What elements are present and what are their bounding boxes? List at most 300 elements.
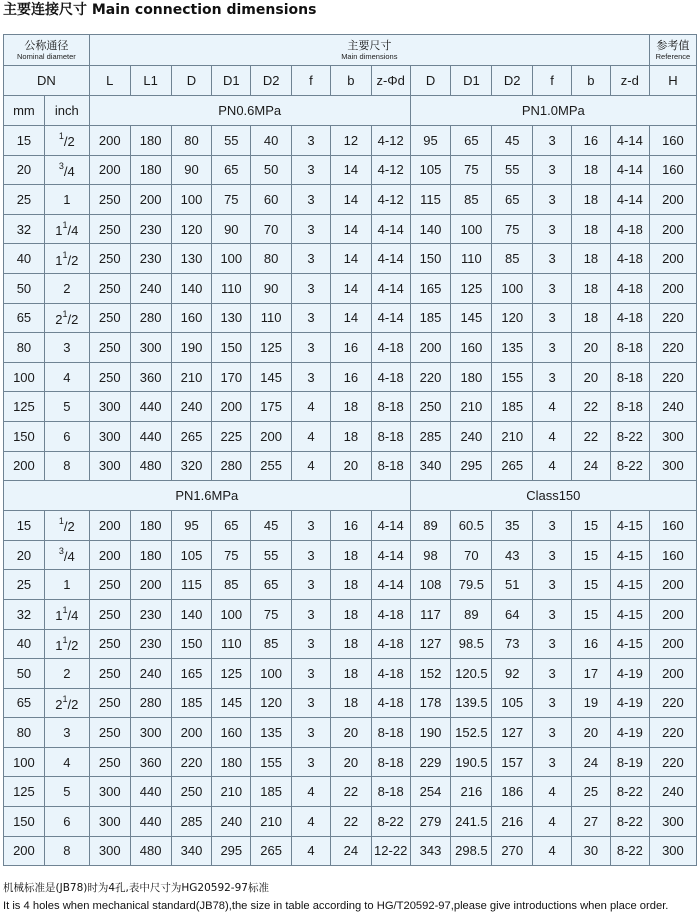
- inch-denominator: 4: [67, 163, 75, 179]
- inch-whole: 8: [63, 843, 71, 859]
- value-cell: 150: [212, 333, 251, 363]
- value-cell: 105: [171, 540, 212, 570]
- value-cell: 190: [171, 333, 212, 363]
- value-cell: 4: [292, 777, 331, 807]
- column-header: D: [171, 66, 212, 96]
- dimensions-table: [3, 34, 697, 866]
- value-cell: 16: [330, 362, 371, 392]
- value-cell: 285: [410, 421, 451, 451]
- value-cell: 300: [130, 718, 171, 748]
- value-cell: 145: [212, 688, 251, 718]
- value-cell: 8-22: [610, 777, 649, 807]
- value-cell: 250: [171, 777, 212, 807]
- reference-en: Reference: [655, 51, 691, 61]
- table-row: [4, 126, 697, 156]
- value-cell: 127: [492, 718, 533, 748]
- value-cell: 3: [292, 599, 331, 629]
- value-cell: 170: [212, 362, 251, 392]
- mm-cell: 15: [4, 126, 45, 156]
- value-cell: 16: [330, 333, 371, 363]
- table-row: [4, 747, 697, 777]
- fraction-slash: /: [67, 311, 72, 327]
- value-cell: 210: [171, 362, 212, 392]
- value-cell: 18: [572, 155, 611, 185]
- value-cell: 155: [492, 362, 533, 392]
- pressure-class-label: PN1.6MPa: [4, 481, 411, 511]
- reference-h-cell: 240: [649, 777, 696, 807]
- value-cell: 200: [89, 511, 130, 541]
- value-cell: 4-18: [371, 629, 410, 659]
- value-cell: 120: [251, 688, 292, 718]
- value-cell: 250: [89, 659, 130, 689]
- inch-denominator: 4: [71, 608, 79, 624]
- inch-whole: 1: [55, 608, 63, 624]
- value-cell: 4-18: [371, 333, 410, 363]
- footer-note-cn: 机械标准是(JB78)时为4孔,表中尺寸为HG20592-97标准: [3, 882, 269, 894]
- value-cell: 300: [89, 451, 130, 481]
- value-cell: 125: [451, 273, 492, 303]
- value-cell: 17: [572, 659, 611, 689]
- mm-cell: 20: [4, 155, 45, 185]
- mm-cell: 150: [4, 421, 45, 451]
- value-cell: 229: [410, 747, 451, 777]
- value-cell: 95: [171, 511, 212, 541]
- value-cell: 3: [292, 659, 331, 689]
- value-cell: 3: [533, 155, 572, 185]
- footer-note-en: It is 4 holes when mechanical standard(JB78),the size in table according to HG/T20592-97,please give introductions when place order.: [3, 900, 669, 912]
- mm-cell: 100: [4, 747, 45, 777]
- value-cell: 220: [410, 362, 451, 392]
- value-cell: 14: [330, 185, 371, 215]
- value-cell: 18: [572, 244, 611, 274]
- value-cell: 8-18: [371, 777, 410, 807]
- value-cell: 180: [130, 540, 171, 570]
- value-cell: 115: [171, 570, 212, 600]
- value-cell: 4-14: [610, 126, 649, 156]
- value-cell: 4-14: [371, 244, 410, 274]
- inch-cell: [44, 570, 89, 600]
- value-cell: 4: [533, 421, 572, 451]
- mm-cell: 50: [4, 659, 45, 689]
- pressure-class-label: PN0.6MPa: [89, 96, 410, 126]
- value-cell: 200: [89, 540, 130, 570]
- inch-denominator: 2: [71, 252, 79, 268]
- value-cell: 8-18: [371, 421, 410, 451]
- value-cell: 340: [410, 451, 451, 481]
- value-cell: 200: [171, 718, 212, 748]
- value-cell: 85: [251, 629, 292, 659]
- value-cell: 18: [572, 273, 611, 303]
- value-cell: 4-18: [610, 273, 649, 303]
- reference-h-cell: 160: [649, 155, 696, 185]
- table-row: [4, 570, 697, 600]
- value-cell: 200: [89, 155, 130, 185]
- inch-numerator: 1: [62, 220, 68, 231]
- value-cell: 80: [171, 126, 212, 156]
- value-cell: 120: [171, 214, 212, 244]
- value-cell: 3: [533, 185, 572, 215]
- mm-cell: 40: [4, 629, 45, 659]
- value-cell: 4-18: [371, 659, 410, 689]
- value-cell: 145: [251, 362, 292, 392]
- inch-whole: 5: [63, 399, 71, 415]
- value-cell: 240: [130, 659, 171, 689]
- column-header: b: [572, 66, 611, 96]
- reference-h-cell: 200: [649, 185, 696, 215]
- value-cell: 15: [572, 599, 611, 629]
- inch-header: inch: [44, 96, 89, 126]
- value-cell: 152.5: [451, 718, 492, 748]
- value-cell: 360: [130, 747, 171, 777]
- value-cell: 85: [212, 570, 251, 600]
- table-row: [4, 392, 697, 422]
- table-row: [4, 688, 697, 718]
- value-cell: 3: [292, 126, 331, 156]
- value-cell: 240: [212, 807, 251, 837]
- value-cell: 216: [492, 807, 533, 837]
- mm-cell: 125: [4, 777, 45, 807]
- value-cell: 89: [451, 599, 492, 629]
- value-cell: 230: [130, 214, 171, 244]
- main-dimensions-header: [89, 35, 649, 66]
- value-cell: 165: [410, 273, 451, 303]
- value-cell: 18: [572, 303, 611, 333]
- value-cell: 100: [212, 244, 251, 274]
- value-cell: 4-18: [371, 362, 410, 392]
- column-header: D2: [251, 66, 292, 96]
- inch-whole: 2: [63, 665, 71, 681]
- value-cell: 4-14: [371, 540, 410, 570]
- value-cell: 85: [492, 244, 533, 274]
- column-header-h: H: [649, 66, 696, 96]
- inch-whole: 3: [63, 725, 71, 741]
- value-cell: 4-15: [610, 511, 649, 541]
- value-cell: 15: [572, 540, 611, 570]
- value-cell: 4: [533, 777, 572, 807]
- value-cell: 3: [533, 511, 572, 541]
- fraction-slash: /: [63, 549, 68, 565]
- mm-cell: 150: [4, 807, 45, 837]
- inch-cell: [44, 659, 89, 689]
- value-cell: 185: [492, 392, 533, 422]
- value-cell: 4-14: [371, 273, 410, 303]
- value-cell: 75: [492, 214, 533, 244]
- inch-cell: [44, 155, 89, 185]
- mm-cell: 65: [4, 688, 45, 718]
- value-cell: 250: [89, 688, 130, 718]
- value-cell: 20: [572, 333, 611, 363]
- value-cell: 15: [572, 511, 611, 541]
- mm-cell: 125: [4, 392, 45, 422]
- value-cell: 127: [410, 629, 451, 659]
- value-cell: 65: [451, 126, 492, 156]
- value-cell: 3: [533, 688, 572, 718]
- table-row: [4, 155, 697, 185]
- inch-cell: [44, 333, 89, 363]
- mm-cell: 80: [4, 718, 45, 748]
- value-cell: 90: [171, 155, 212, 185]
- value-cell: 130: [212, 303, 251, 333]
- value-cell: 25: [572, 777, 611, 807]
- table-row: [4, 273, 697, 303]
- value-cell: 210: [212, 777, 251, 807]
- nominal-diameter-en: Nominal diameter: [17, 51, 76, 61]
- value-cell: 3: [533, 244, 572, 274]
- value-cell: 65: [492, 185, 533, 215]
- value-cell: 3: [292, 185, 331, 215]
- inch-cell: [44, 599, 89, 629]
- value-cell: 225: [212, 421, 251, 451]
- value-cell: 19: [572, 688, 611, 718]
- mm-cell: 40: [4, 244, 45, 274]
- value-cell: 3: [533, 570, 572, 600]
- value-cell: 140: [171, 599, 212, 629]
- value-cell: 180: [130, 511, 171, 541]
- reference-h-cell: 220: [649, 362, 696, 392]
- value-cell: 200: [410, 333, 451, 363]
- value-cell: 4-12: [371, 126, 410, 156]
- value-cell: 3: [533, 273, 572, 303]
- inch-denominator: 2: [67, 519, 75, 535]
- value-cell: 185: [171, 688, 212, 718]
- inch-whole: 2: [63, 280, 71, 296]
- value-cell: 152: [410, 659, 451, 689]
- column-header: D2: [492, 66, 533, 96]
- column-header: f: [533, 66, 572, 96]
- value-cell: 22: [572, 392, 611, 422]
- inch-whole: 2: [55, 696, 63, 712]
- value-cell: 8-18: [610, 333, 649, 363]
- column-header: D1: [212, 66, 251, 96]
- value-cell: 150: [410, 244, 451, 274]
- value-cell: 200: [212, 392, 251, 422]
- value-cell: 4-15: [610, 629, 649, 659]
- value-cell: 79.5: [451, 570, 492, 600]
- inch-denominator: 4: [71, 223, 79, 239]
- value-cell: 210: [451, 392, 492, 422]
- value-cell: 75: [451, 155, 492, 185]
- fraction-slash: /: [63, 519, 68, 535]
- value-cell: 98.5: [451, 629, 492, 659]
- value-cell: 90: [212, 214, 251, 244]
- value-cell: 3: [533, 747, 572, 777]
- table-row: [4, 629, 697, 659]
- value-cell: 4-19: [610, 659, 649, 689]
- fraction-slash: /: [63, 163, 68, 179]
- mm-cell: 65: [4, 303, 45, 333]
- value-cell: 14: [330, 244, 371, 274]
- value-cell: 3: [533, 362, 572, 392]
- reference-h-cell: 220: [649, 718, 696, 748]
- inch-whole: 3: [63, 339, 71, 355]
- value-cell: 200: [130, 570, 171, 600]
- inch-cell: [44, 718, 89, 748]
- value-cell: 35: [492, 511, 533, 541]
- mm-cell: 50: [4, 273, 45, 303]
- inch-numerator: 1: [62, 308, 68, 319]
- value-cell: 8-22: [610, 451, 649, 481]
- value-cell: 16: [572, 126, 611, 156]
- value-cell: 240: [130, 273, 171, 303]
- value-cell: 18: [330, 599, 371, 629]
- value-cell: 18: [572, 214, 611, 244]
- value-cell: 8-18: [371, 392, 410, 422]
- value-cell: 4-14: [371, 303, 410, 333]
- value-cell: 3: [292, 540, 331, 570]
- value-cell: 255: [251, 451, 292, 481]
- value-cell: 4: [533, 807, 572, 837]
- value-cell: 265: [171, 421, 212, 451]
- fraction-slash: /: [67, 252, 72, 268]
- value-cell: 3: [533, 214, 572, 244]
- reference-cn: 参考值: [656, 38, 690, 52]
- column-header: D1: [451, 66, 492, 96]
- value-cell: 55: [212, 126, 251, 156]
- value-cell: 298.5: [451, 836, 492, 866]
- fraction-slash: /: [67, 223, 72, 239]
- value-cell: 40: [251, 126, 292, 156]
- value-cell: 98: [410, 540, 451, 570]
- value-cell: 130: [171, 244, 212, 274]
- value-cell: 125: [251, 333, 292, 363]
- value-cell: 250: [89, 747, 130, 777]
- value-cell: 295: [451, 451, 492, 481]
- reference-h-cell: 300: [649, 451, 696, 481]
- reference-h-cell: 200: [649, 599, 696, 629]
- inch-whole: 6: [63, 813, 71, 829]
- pressure-class-label: Class150: [410, 481, 696, 511]
- value-cell: 120.5: [451, 659, 492, 689]
- mm-cell: 25: [4, 185, 45, 215]
- inch-cell: [44, 214, 89, 244]
- value-cell: 4-18: [371, 688, 410, 718]
- value-cell: 3: [292, 303, 331, 333]
- value-cell: 265: [251, 836, 292, 866]
- value-cell: 200: [251, 421, 292, 451]
- table-row: [4, 511, 697, 541]
- nominal-diameter-cn: 公称通径: [24, 38, 69, 52]
- value-cell: 160: [451, 333, 492, 363]
- value-cell: 440: [130, 777, 171, 807]
- inch-cell: [44, 244, 89, 274]
- value-cell: 60: [251, 185, 292, 215]
- inch-denominator: 2: [71, 311, 79, 327]
- inch-whole: 5: [63, 784, 71, 800]
- value-cell: 105: [492, 688, 533, 718]
- main-dimensions-en: Main dimensions: [341, 51, 398, 61]
- value-cell: 300: [89, 421, 130, 451]
- reference-header: [649, 35, 696, 66]
- value-cell: 51: [492, 570, 533, 600]
- value-cell: 18: [330, 421, 371, 451]
- table-row: [4, 451, 697, 481]
- value-cell: 8-18: [610, 392, 649, 422]
- value-cell: 3: [292, 333, 331, 363]
- value-cell: 100: [492, 273, 533, 303]
- value-cell: 90: [251, 273, 292, 303]
- reference-h-cell: 160: [649, 126, 696, 156]
- value-cell: 3: [292, 747, 331, 777]
- table-row: [4, 599, 697, 629]
- value-cell: 180: [130, 126, 171, 156]
- value-cell: 3: [292, 718, 331, 748]
- inch-cell: [44, 807, 89, 837]
- value-cell: 135: [492, 333, 533, 363]
- value-cell: 320: [171, 451, 212, 481]
- inch-cell: [44, 421, 89, 451]
- value-cell: 3: [533, 126, 572, 156]
- fraction-slash: /: [63, 134, 68, 150]
- value-cell: 230: [130, 244, 171, 274]
- dn-header: DN: [4, 66, 90, 96]
- value-cell: 265: [492, 451, 533, 481]
- value-cell: 117: [410, 599, 451, 629]
- value-cell: 340: [171, 836, 212, 866]
- value-cell: 45: [251, 511, 292, 541]
- value-cell: 65: [212, 511, 251, 541]
- value-cell: 4-18: [371, 599, 410, 629]
- value-cell: 200: [89, 126, 130, 156]
- table-row: [4, 333, 697, 363]
- value-cell: 3: [533, 540, 572, 570]
- value-cell: 139.5: [451, 688, 492, 718]
- value-cell: 100: [171, 185, 212, 215]
- value-cell: 285: [171, 807, 212, 837]
- value-cell: 75: [212, 540, 251, 570]
- value-cell: 20: [330, 747, 371, 777]
- value-cell: 50: [251, 155, 292, 185]
- value-cell: 4: [292, 807, 331, 837]
- value-cell: 140: [410, 214, 451, 244]
- inch-whole: 1: [63, 191, 71, 207]
- value-cell: 8-18: [371, 451, 410, 481]
- value-cell: 300: [89, 392, 130, 422]
- value-cell: 241.5: [451, 807, 492, 837]
- reference-h-cell: 200: [649, 570, 696, 600]
- value-cell: 4: [533, 451, 572, 481]
- value-cell: 210: [251, 807, 292, 837]
- reference-h-cell: 220: [649, 747, 696, 777]
- value-cell: 20: [572, 718, 611, 748]
- inch-numerator: 3: [58, 546, 64, 557]
- value-cell: 92: [492, 659, 533, 689]
- inch-numerator: 3: [58, 160, 64, 171]
- table-row: [4, 777, 697, 807]
- table-row: [4, 421, 697, 451]
- value-cell: 85: [451, 185, 492, 215]
- value-cell: 70: [451, 540, 492, 570]
- value-cell: 75: [212, 185, 251, 215]
- mm-cell: 32: [4, 214, 45, 244]
- value-cell: 8-22: [610, 421, 649, 451]
- value-cell: 250: [410, 392, 451, 422]
- value-cell: 24: [572, 451, 611, 481]
- value-cell: 8-18: [371, 747, 410, 777]
- value-cell: 4: [292, 451, 331, 481]
- inch-cell: [44, 273, 89, 303]
- value-cell: 3: [292, 362, 331, 392]
- value-cell: 440: [130, 421, 171, 451]
- column-header: L: [89, 66, 130, 96]
- value-cell: 4-18: [610, 244, 649, 274]
- value-cell: 16: [572, 629, 611, 659]
- value-cell: 200: [130, 185, 171, 215]
- value-cell: 4: [292, 421, 331, 451]
- value-cell: 270: [492, 836, 533, 866]
- reference-h-cell: 300: [649, 836, 696, 866]
- value-cell: 65: [251, 570, 292, 600]
- value-cell: 22: [572, 421, 611, 451]
